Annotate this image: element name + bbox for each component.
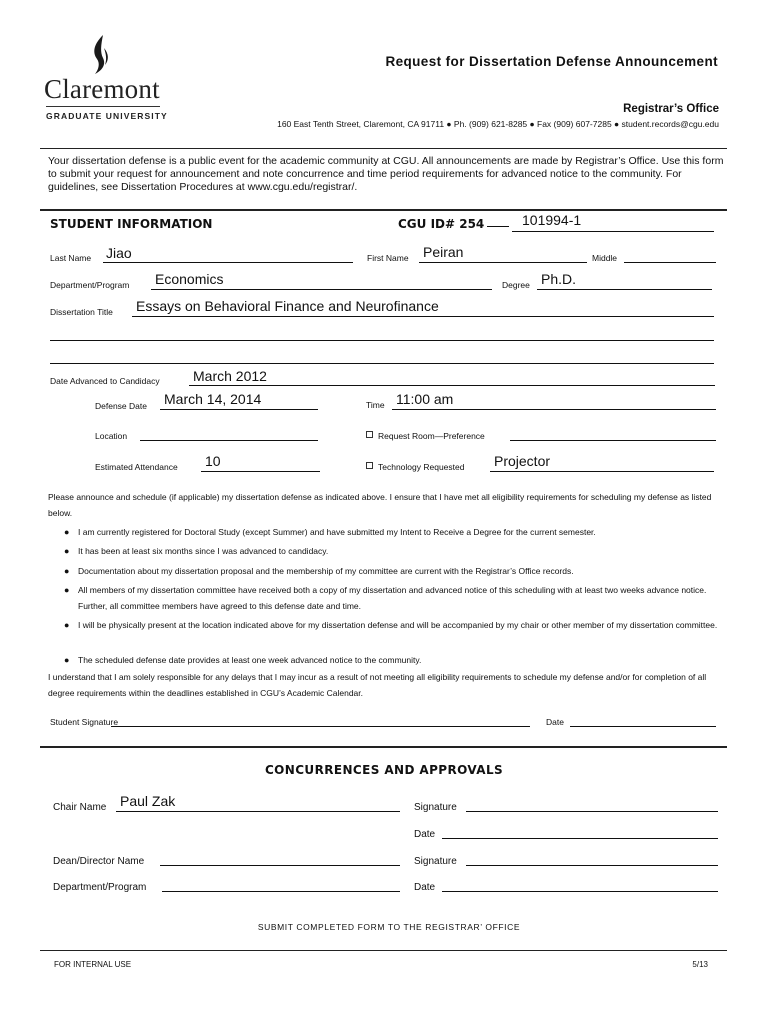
middle-name-label: Middle	[592, 253, 618, 263]
dissertation-title-line-2[interactable]	[50, 340, 714, 341]
id-prefix-strike	[487, 226, 509, 227]
requirement-item: ● It has been at least six months since I was advanced to candidacy.	[78, 543, 728, 559]
cgu-id-field[interactable]	[512, 231, 714, 232]
first-name-value: Peiran	[423, 244, 464, 260]
bullet-icon: ●	[64, 527, 70, 537]
student-signature-field[interactable]	[111, 726, 530, 727]
requirement-item: ● All members of my dissertation committee have received both a copy of my dissertation and advanced notice of this scheduling with at least two weeks advance notice. Further, all committee members have agreed to this defense date and time.	[78, 582, 728, 614]
last-name-value: Jiao	[106, 245, 132, 261]
requirement-item: ● Documentation about my dissertation proposal and the membership of my committee are current with the Registrar’s Office records.	[78, 563, 728, 579]
chair-date-field[interactable]	[442, 838, 718, 839]
attendance-label: Estimated Attendance	[95, 462, 178, 472]
time-value: 11:00 am	[396, 391, 454, 407]
approval-department-field[interactable]	[162, 891, 400, 892]
form-title: Request for Dissertation Defense Announcement	[385, 54, 718, 69]
chair-name-label: Chair Name	[53, 802, 107, 813]
claremont-flame-logo-icon	[88, 34, 114, 78]
last-name-label: Last Name	[50, 253, 92, 263]
time-field[interactable]	[392, 409, 716, 410]
candidacy-label: Date Advanced to Candidacy	[50, 376, 160, 386]
responsibility-text: I understand that I am solely responsible for any delays that I may incur as a result of not meeting all eligibility requirements to schedule my defense and/or for completion of all degree requirements within the deadlines established in CGU’s Academic Calendar.	[48, 672, 707, 698]
request-room-label[interactable]	[366, 431, 485, 441]
candidacy-field[interactable]	[189, 385, 715, 386]
time-label: Time	[366, 400, 385, 410]
cgu-id-label: CGU ID# 254	[398, 217, 485, 231]
attendance-value: 10	[205, 453, 221, 469]
logo-subtitle: GRADUATE UNIVERSITY	[46, 111, 168, 121]
degree-field[interactable]	[537, 289, 712, 290]
student-info-heading: STUDENT INFORMATION	[50, 217, 213, 231]
dissertation-title-field[interactable]	[132, 316, 714, 317]
request-room-checkbox[interactable]	[366, 431, 373, 438]
technology-text: Technology Requested	[378, 462, 465, 472]
technology-field[interactable]	[490, 471, 714, 472]
bullet-icon: ●	[64, 566, 70, 576]
last-name-field[interactable]	[103, 262, 353, 263]
approval-department-label: Department/Program	[53, 882, 147, 893]
office-name: Registrar’s Office	[623, 103, 719, 115]
logo-wordmark: Claremont	[44, 74, 160, 104]
chair-name-field[interactable]	[116, 811, 400, 812]
dean-name-label: Dean/Director Name	[53, 856, 145, 867]
dean-signature-label: Signature	[414, 856, 457, 867]
request-room-text: Request Room—Preference	[378, 431, 485, 441]
dean-date-field[interactable]	[442, 891, 718, 892]
chair-date-label: Date	[414, 829, 436, 840]
requirement-item: ● I will be physically present at the location indicated above for my dissertation defense and will be accompanied by my chair or other member of my dissertation committee.	[78, 617, 728, 633]
header-divider	[40, 148, 727, 149]
student-date-label: Date	[546, 717, 564, 727]
defense-date-field[interactable]	[160, 409, 318, 410]
department-field[interactable]	[151, 289, 492, 290]
form-version: 5/13	[692, 960, 708, 969]
office-address: 160 East Tenth Street, Claremont, CA 91711 ● Ph. (909) 621-8285 ● Fax (909) 607-7285 ● student.records@cgu.edu	[277, 119, 719, 129]
bullet-icon: ●	[64, 585, 70, 595]
defense-date-label: Defense Date	[95, 401, 147, 411]
first-name-field[interactable]	[419, 262, 587, 263]
dean-date-label: Date	[414, 882, 436, 893]
bullet-icon: ●	[64, 620, 70, 630]
section-divider	[40, 209, 727, 211]
location-field[interactable]	[140, 440, 318, 441]
technology-label[interactable]	[366, 462, 464, 472]
department-label: Department/Program	[50, 280, 130, 290]
bullet-icon: ●	[64, 655, 70, 665]
chair-signature-label: Signature	[414, 802, 457, 813]
dissertation-title-line-3[interactable]	[50, 363, 714, 364]
logo-divider	[46, 106, 160, 107]
first-name-label: First Name	[367, 253, 409, 263]
degree-value: Ph.D.	[541, 271, 577, 287]
degree-label: Degree	[502, 280, 530, 290]
requirement-item: ● I am currently registered for Doctoral Study (except Summer) and have submitted my Intent to Receive a Degree for the current semester.	[78, 524, 728, 540]
internal-use-label: FOR INTERNAL USE	[54, 960, 132, 969]
bullet-icon: ●	[64, 546, 70, 556]
location-label: Location	[95, 431, 128, 441]
requirement-item: ● The scheduled defense date provides at least one week advanced notice to the community.	[78, 652, 728, 668]
student-date-field[interactable]	[570, 726, 716, 727]
middle-name-field[interactable]	[624, 262, 716, 263]
footer-divider	[40, 950, 727, 951]
technology-value: Projector	[494, 453, 551, 469]
defense-date-value: March 14, 2014	[164, 391, 262, 407]
request-room-field[interactable]	[510, 440, 716, 441]
technology-checkbox[interactable]	[366, 462, 373, 469]
attendance-field[interactable]	[201, 471, 320, 472]
intro-text: Your dissertation defense is a public event for the academic community at CGU. All announcements are made by Registrar’s Office. Use this form to submit your request for announcement and note concurrence and time period requirements for advanced notice to the community. For guidelines, see Dissertation Procedures at www.cgu.edu/registrar/.	[48, 155, 724, 193]
agreement-intro: Please announce and schedule (if applicable) my dissertation defense as indicated above. I ensure that I have met all eligibility requirements for scheduling my defense as listed below.	[48, 492, 712, 518]
dean-name-field[interactable]	[160, 865, 400, 866]
chair-signature-field[interactable]	[466, 811, 718, 812]
student-signature-label: Student Signature	[50, 717, 119, 727]
cgu-id-value: 101994-1	[522, 212, 582, 228]
dean-signature-field[interactable]	[466, 865, 718, 866]
submit-instruction: SUBMIT COMPLETED FORM TO THE REGISTRAR’ OFFICE	[257, 922, 521, 932]
approvals-heading: CONCURRENCES AND APPROVALS	[264, 763, 504, 777]
chair-name-value: Paul Zak	[120, 793, 176, 809]
department-value: Economics	[155, 271, 224, 287]
dissertation-title-label: Dissertation Title	[50, 307, 113, 317]
dissertation-title-value: Essays on Behavioral Finance and Neurofinance	[136, 298, 439, 314]
approvals-divider	[40, 746, 727, 748]
candidacy-value: March 2012	[193, 368, 267, 384]
